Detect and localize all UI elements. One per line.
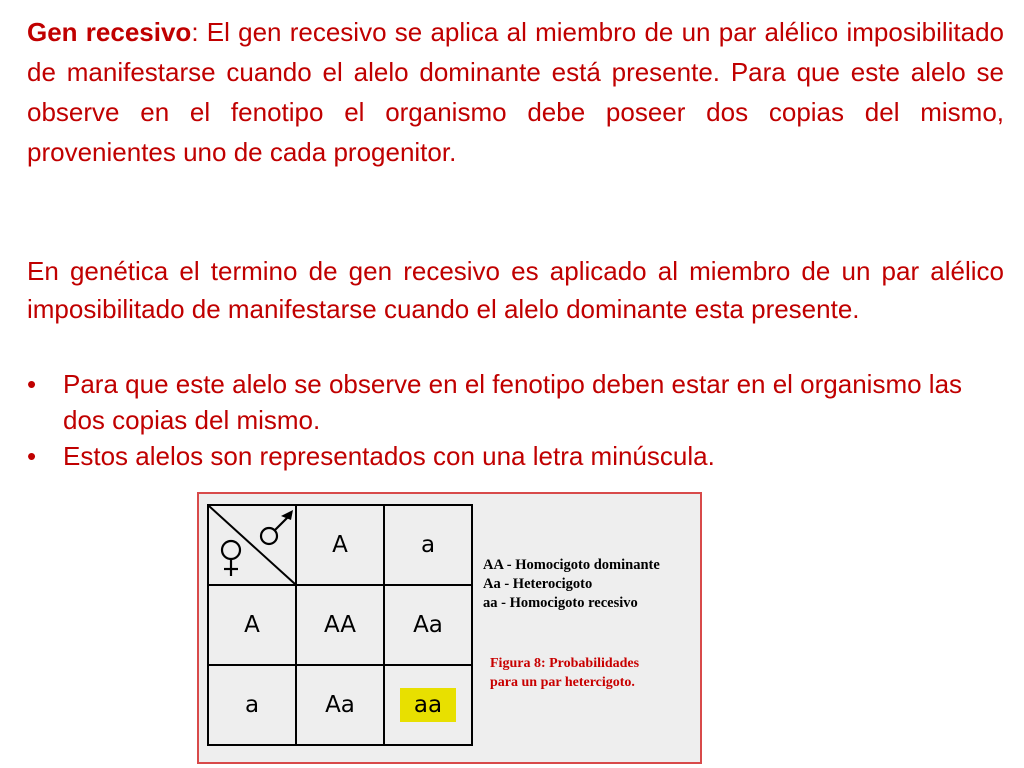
male-symbol-icon: [261, 510, 293, 544]
bullet-list: [27, 366, 1004, 474]
definition-text: : El gen recesivo se aplica al miembro de un par alélico imposibilitado de manifestarse cuando el alelo dominante está presente. Para que este alelo se observe en el fenotipo el organismo debe poseer dos copias del mismo, provenientes uno de cada progenitor.: [27, 17, 1005, 167]
punnett-corner-cell: [208, 505, 296, 585]
bullet-dot: •: [27, 369, 37, 399]
punnett-square: [207, 504, 473, 746]
genotype-cell: Aa: [384, 585, 472, 665]
caption-line: para un par hetercigoto.: [490, 675, 635, 690]
bullet-text: Para que este alelo se observe en el fenotipo deben estar en el organismo las dos copias del mismo.: [63, 369, 963, 435]
figure-caption: [490, 654, 639, 692]
col-header: A: [296, 505, 384, 585]
bullet-text: Estos alelos son representados con una letra minúscula.: [63, 441, 715, 471]
legend-item: aa - Homocigoto recesivo: [483, 595, 638, 611]
bullet-item: [27, 366, 1004, 438]
bullet-item: [27, 438, 1004, 474]
genotype-cell: AA: [296, 585, 384, 665]
genotype-cell: Aa: [296, 665, 384, 745]
legend-item: AA - Homocigoto dominante: [483, 557, 660, 573]
col-header: a: [384, 505, 472, 585]
highlight-box: aa: [400, 688, 456, 722]
term-gen-recesivo: Gen recesivo: [27, 17, 192, 47]
diagonal-divider: [209, 506, 295, 584]
female-symbol-icon: [222, 541, 240, 576]
row-header: a: [208, 665, 296, 745]
genotype-legend: [483, 556, 660, 613]
punnett-figure: [197, 492, 702, 764]
bullet-dot: •: [27, 441, 37, 471]
genetics-paragraph: En genética el termino de gen recesivo es aplicado al miembro de un par alélico imposibilitado de manifestarse cuando el alelo dominante esta presente.: [27, 256, 1004, 324]
genotype-cell-highlighted: [384, 665, 472, 745]
recessive-gene-definition: [27, 12, 1004, 172]
row-header: A: [208, 585, 296, 665]
caption-line: Figura 8: Probabilidades: [490, 656, 640, 671]
legend-item: Aa - Heterocigoto: [483, 576, 593, 592]
